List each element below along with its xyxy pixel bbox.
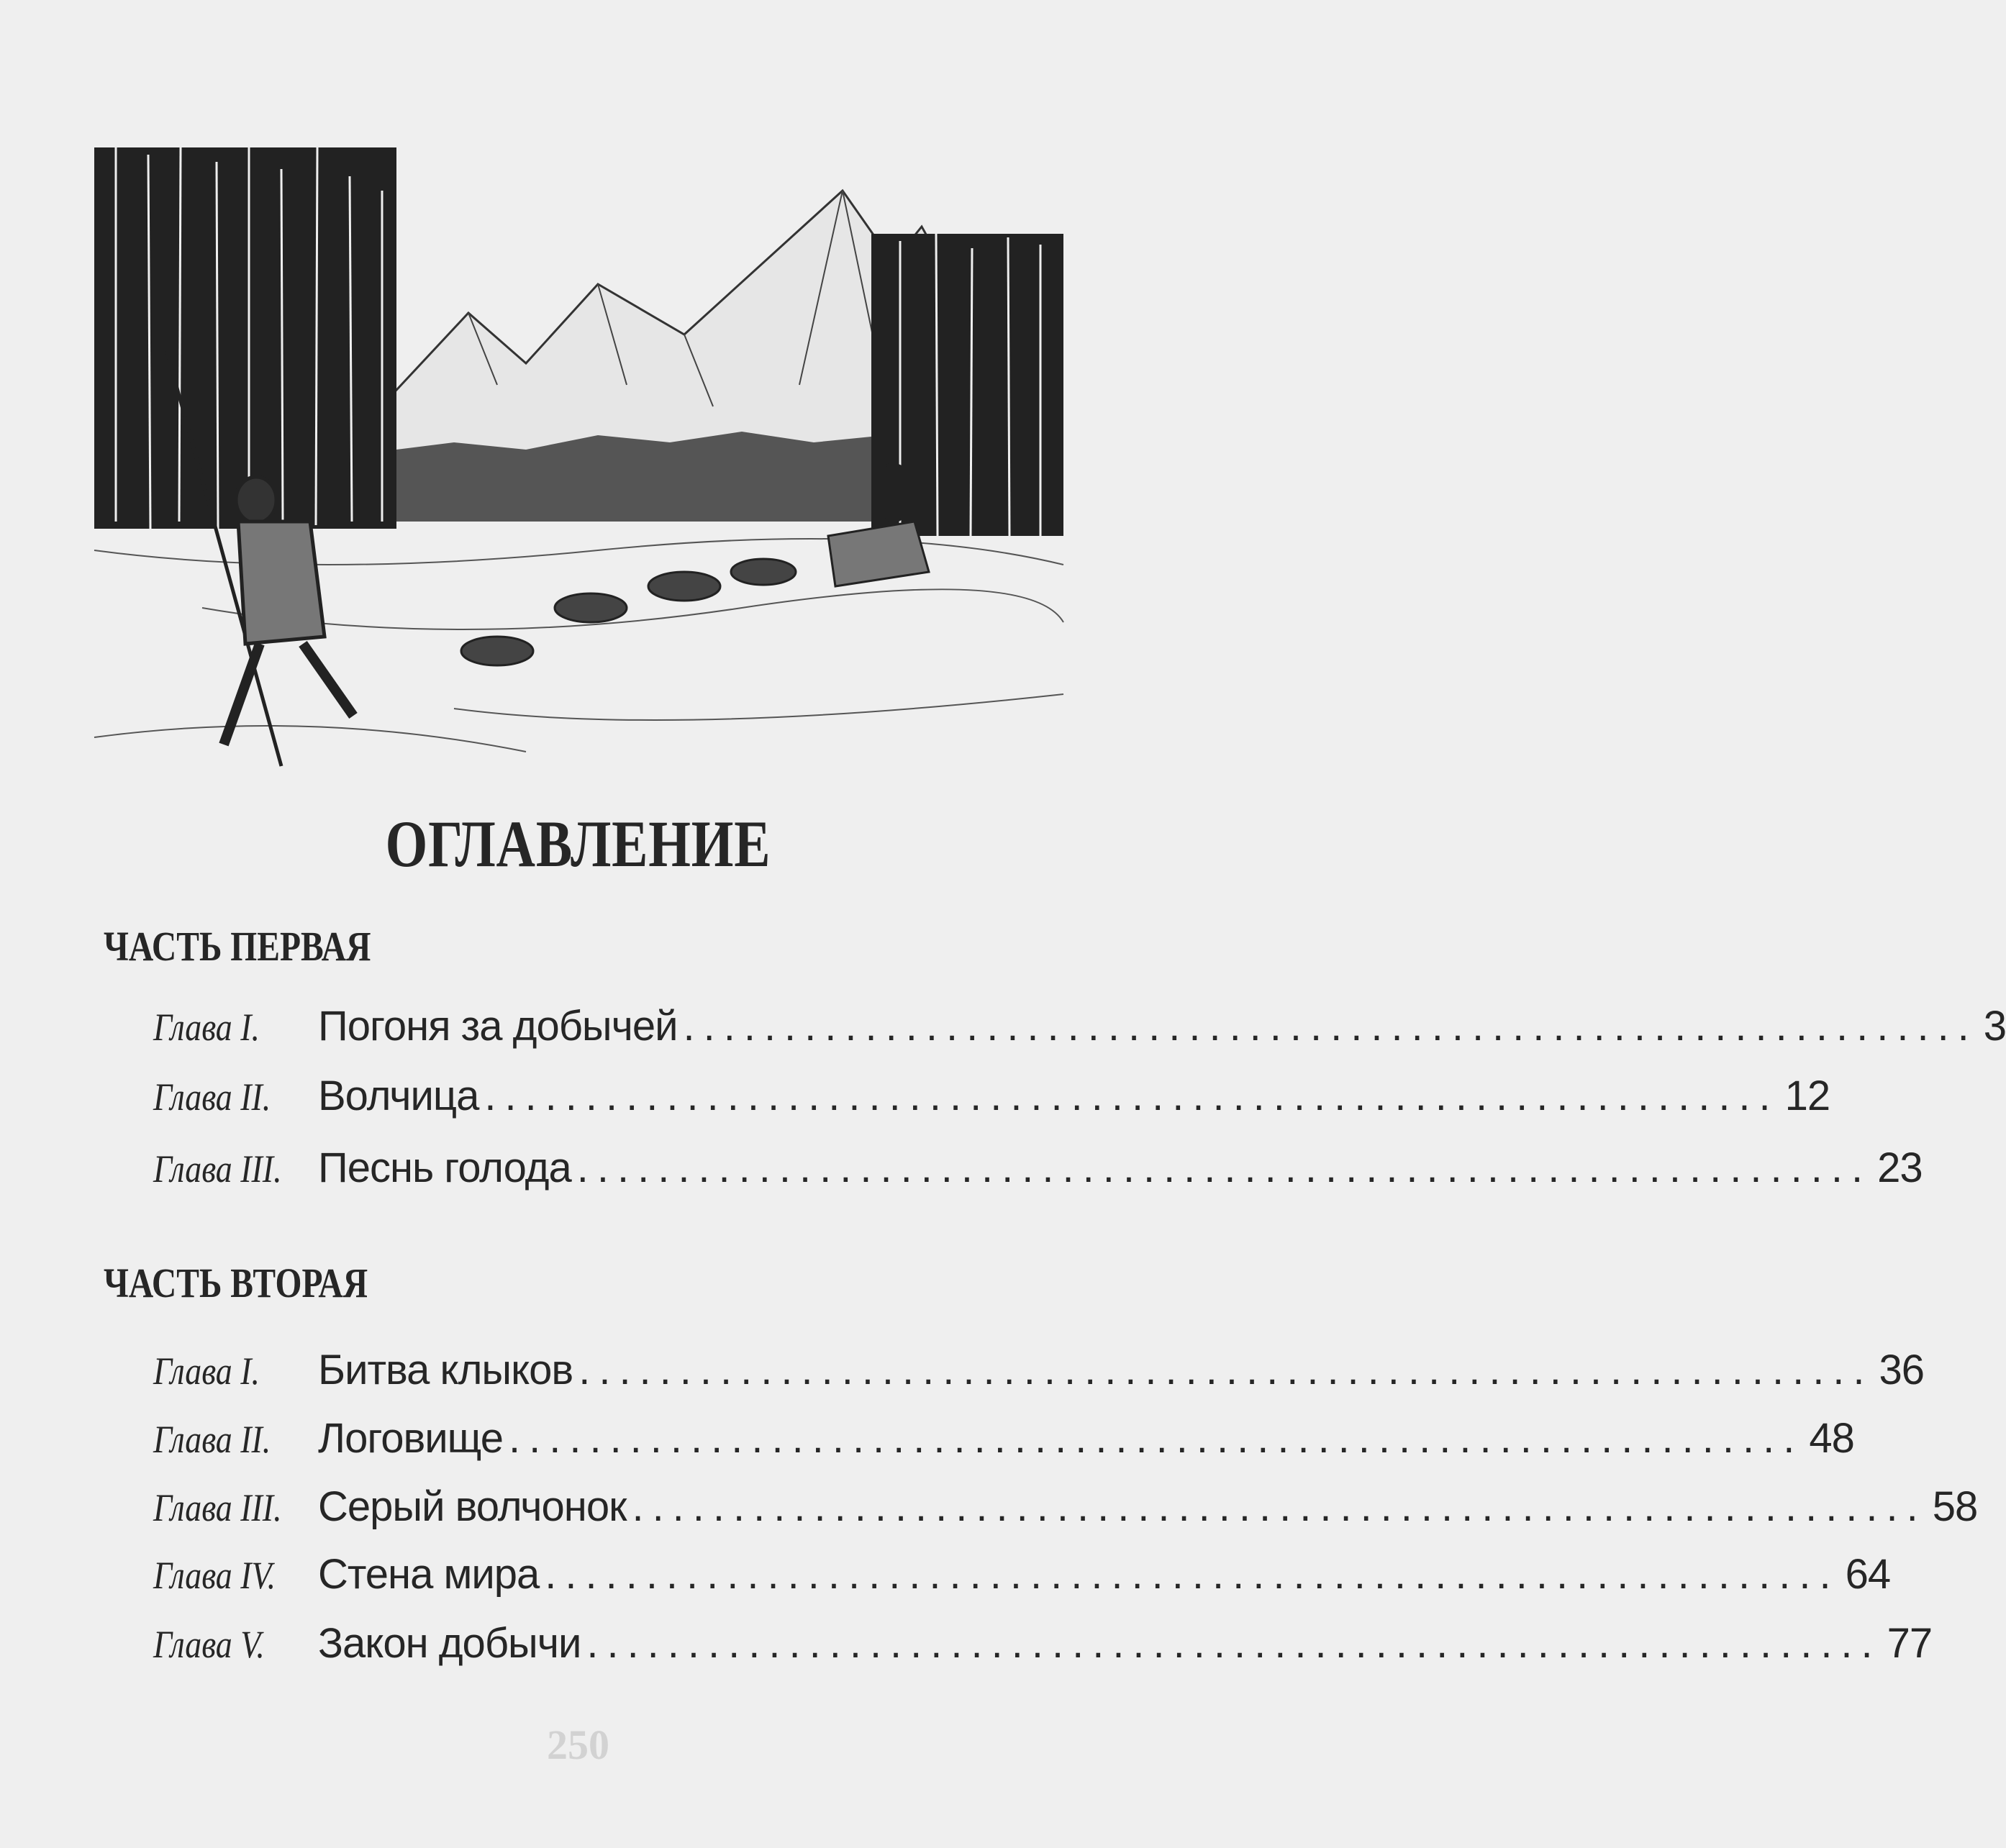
chapter-title: Логовище (318, 1415, 503, 1462)
page-title: ОГЛАВЛЕНИЕ (385, 807, 771, 880)
chapter-title: Битва клыков (318, 1347, 573, 1393)
chapter-title: Волчица (318, 1073, 479, 1119)
toc-entry[interactable] (153, 1144, 1923, 1194)
toc-entry[interactable] (153, 1414, 1854, 1465)
chapter-title: Песнь голода (318, 1144, 571, 1191)
chapter-label: Глава III. (153, 1486, 282, 1529)
leader-dots: ................................................................ (586, 1620, 1882, 1667)
leader-dots: ................................................................ (683, 1003, 1978, 1050)
chapter-label: Глава I. (153, 1006, 260, 1049)
chapter-label: Глава I. (153, 1349, 260, 1393)
leader-dots: ................................................................ (632, 1483, 1927, 1530)
leader-dots: ................................................................ (484, 1073, 1779, 1119)
page-ref: 12 (1784, 1073, 1830, 1119)
chapter-label: Глава II. (153, 1418, 271, 1461)
chapter-label: Глава V. (153, 1623, 265, 1666)
leader-dots: ................................................................ (578, 1347, 1874, 1393)
page-number: 250 (547, 1721, 609, 1768)
winter-forest-illustration (94, 147, 1063, 768)
part-heading-1: ЧАСТЬ ПЕРВАЯ (104, 923, 371, 970)
leader-dots: ................................................................ (576, 1144, 1872, 1191)
chapter-label: Глава II. (153, 1075, 271, 1119)
part-heading-2: ЧАСТЬ ВТОРАЯ (104, 1260, 368, 1306)
chapter-title: Серый волчонок (318, 1483, 627, 1530)
page-ref: 64 (1845, 1551, 1891, 1598)
page-ref: 58 (1932, 1483, 1978, 1530)
chapter-title: Погоня за добычей (318, 1003, 678, 1050)
toc-entry[interactable] (153, 1483, 1978, 1533)
page-ref: 3 (1983, 1003, 2006, 1050)
page-ref: 48 (1809, 1415, 1854, 1462)
chapter-label: Глава III. (153, 1147, 282, 1191)
toc-entry[interactable] (153, 1002, 2006, 1052)
toc-entry[interactable] (153, 1619, 1933, 1670)
leader-dots: ................................................................ (545, 1551, 1840, 1598)
page-ref: 36 (1879, 1347, 1925, 1393)
chapter-title: Закон добычи (318, 1620, 581, 1667)
toc-entry[interactable] (153, 1072, 1830, 1122)
page-ref: 77 (1887, 1620, 1933, 1667)
toc-entry[interactable] (153, 1346, 1925, 1396)
toc-entry[interactable] (153, 1550, 1891, 1601)
chapter-title: Стена мира (318, 1551, 540, 1598)
page-ref: 23 (1877, 1144, 1923, 1191)
leader-dots: ................................................................ (509, 1415, 1804, 1462)
chapter-label: Глава IV. (153, 1554, 276, 1597)
